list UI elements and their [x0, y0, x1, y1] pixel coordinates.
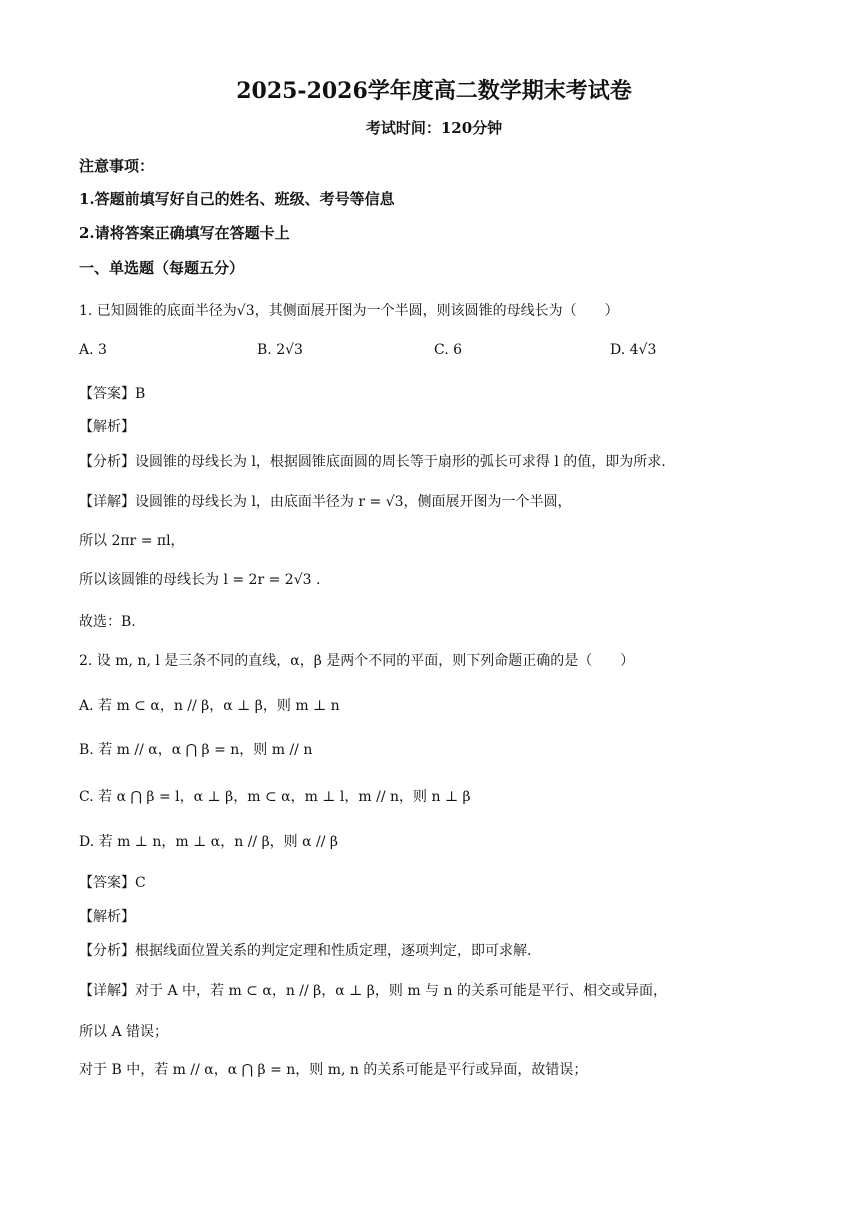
- q2-option-d: D. 若 m ⊥ n，m ⊥ α，n // β，则 α // β: [79, 834, 339, 850]
- q1-detail: 【详解】设圆锥的母线长为 l，由底面半径为 r = √3，侧面展开图为一个半圆，: [79, 494, 572, 510]
- q1-step2: 所以该圆锥的母线长为 l = 2r = 2√3 .: [79, 572, 321, 588]
- q1-analysis-label: 【解析】: [79, 419, 135, 435]
- page-title: 2025-2026学年度高二数学期末考试卷: [236, 78, 632, 104]
- q2-answer: 【答案】C: [79, 875, 146, 891]
- q1-option-b: B. 2√3: [257, 342, 303, 358]
- note-item-1: 1.答题前填写好自己的姓名、班级、考号等信息: [79, 190, 395, 208]
- q1-option-a: A. 3: [79, 342, 107, 358]
- q1-choice: 故选：B.: [79, 614, 136, 630]
- q2-option-a: A. 若 m ⊂ α，n // β，α ⊥ β，则 m ⊥ n: [79, 698, 340, 714]
- q2-detail: 【详解】对于 A 中，若 m ⊂ α，n // β，α ⊥ β，则 m 与 n 的关系可能是平行、相交或异面，: [79, 983, 667, 999]
- q2-detail-a: 所以 A 错误；: [79, 1024, 169, 1040]
- q2-detail-b: 对于 B 中，若 m // α，α ⋂ β = n，则 m, n 的关系可能是平行或异面，故错误；: [79, 1062, 588, 1078]
- q1-option-d: D. 4√3: [610, 342, 657, 358]
- q2-fenxi: 【分析】根据线面位置关系的判定定理和性质定理，逐项判定，即可求解.: [79, 943, 532, 959]
- q2-stem: 2. 设 m, n, l 是三条不同的直线，α，β 是两个不同的平面，则下列命题正确的是（ ）: [79, 653, 635, 669]
- section-heading: 一、单选题（每题五分）: [79, 259, 245, 277]
- note-item-2: 2.请将答案正确填写在答题卡上: [79, 224, 290, 242]
- exam-duration: 考试时间：120分钟: [365, 119, 503, 137]
- notes-heading: 注意事项：: [79, 157, 155, 175]
- q1-option-c: C. 6: [434, 342, 463, 358]
- q1-stem: 1. 已知圆锥的底面半径为√3，其侧面展开图为一个半圆，则该圆锥的母线长为（ ）: [79, 303, 619, 319]
- q2-option-c: C. 若 α ⋂ β = l，α ⊥ β，m ⊂ α，m ⊥ l，m // n，则 n ⊥ β: [79, 789, 471, 805]
- q1-step1: 所以 2πr = πl，: [79, 533, 185, 549]
- q2-analysis-label: 【解析】: [79, 909, 135, 925]
- q1-fenxi: 【分析】设圆锥的母线长为 l，根据圆锥底面圆的周长等于扇形的弧长可求得 l 的值，即为所求.: [79, 454, 666, 470]
- q1-answer: 【答案】B: [79, 386, 146, 402]
- q2-option-b: B. 若 m // α，α ⋂ β = n，则 m // n: [79, 742, 313, 758]
